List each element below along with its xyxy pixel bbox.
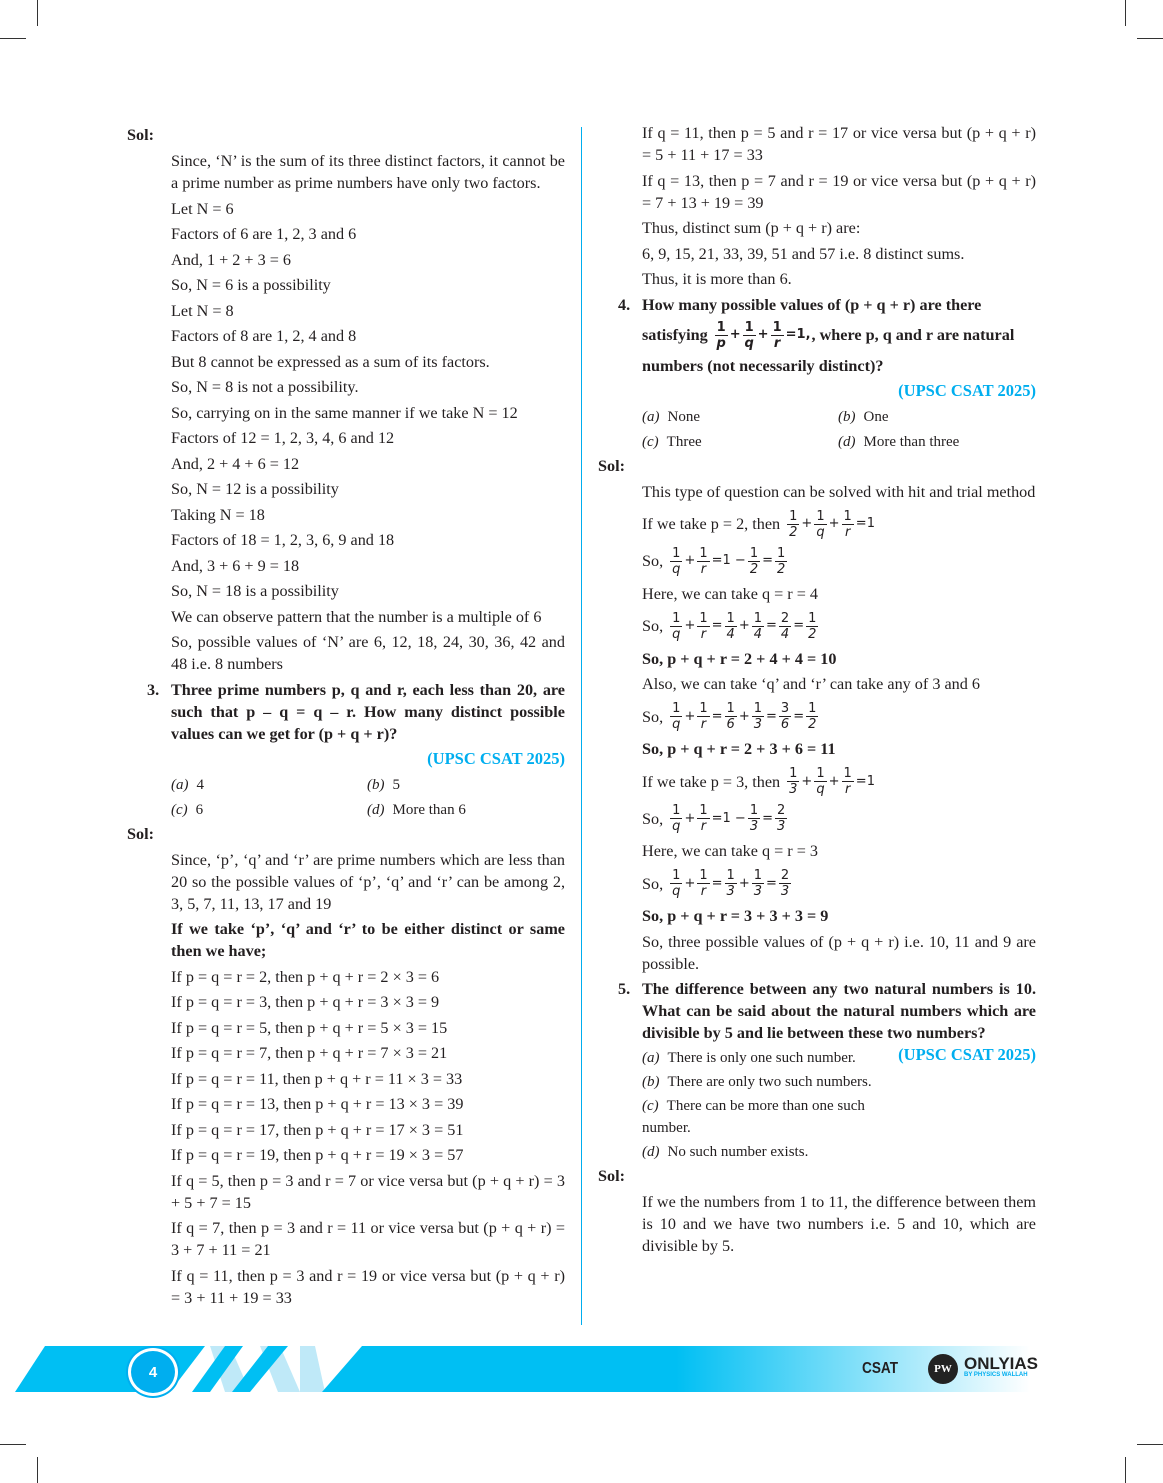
numerator: 1 [672, 701, 681, 716]
fraction [775, 546, 787, 577]
denominator: 2 [777, 561, 786, 577]
option-b [367, 774, 563, 796]
fraction [771, 320, 784, 351]
denominator: 3 [789, 782, 798, 797]
crop-mark [0, 38, 26, 39]
numerator: 1 [808, 701, 817, 716]
numerator: 1 [843, 508, 852, 524]
math-text: =1 − [711, 810, 746, 826]
fraction [842, 766, 854, 797]
option-text: None [667, 408, 700, 425]
fraction [787, 766, 799, 797]
option-letter: (d) [642, 1144, 660, 1160]
crop-mark [1137, 1444, 1163, 1445]
column-divider [581, 127, 582, 1325]
bold-paragraph: So, p + q + r = 2 + 4 + 4 = 10 [642, 649, 837, 668]
fraction [752, 868, 764, 899]
paragraph: And, 2 + 4 + 6 = 12 [171, 454, 300, 473]
crop-mark [37, 1457, 38, 1483]
math-text: = [766, 875, 777, 891]
option-letter: (b) [642, 1074, 660, 1090]
fraction [725, 868, 737, 899]
math-text: =1, [785, 327, 811, 342]
fraction [806, 701, 818, 732]
fraction [779, 868, 791, 899]
question-source: (UPSC CSAT 2025) [898, 1045, 1036, 1064]
denominator: q [672, 717, 681, 732]
fraction [725, 701, 737, 732]
paragraph: If p = q = r = 3, then p + q + r = 3 × 3 = 9 [171, 993, 440, 1011]
fraction [752, 611, 764, 642]
denominator: q [672, 561, 681, 577]
right-column [598, 122, 1036, 1261]
fraction [842, 509, 854, 540]
numerator: 1 [672, 610, 681, 626]
question-source: (UPSC CSAT 2025) [898, 380, 1036, 400]
denominator: 2 [749, 561, 759, 577]
option-a [171, 774, 367, 796]
denominator: q [744, 335, 754, 351]
math-text: + [828, 516, 840, 531]
math-text: =1 [855, 773, 875, 789]
paragraph: Let N = 6 [171, 199, 234, 218]
paragraph: Factors of 6 are 1, 2, 3 and 6 [171, 225, 357, 243]
numerator: 1 [744, 319, 754, 335]
fraction [806, 611, 818, 642]
math-text: satisfying [642, 326, 708, 344]
math-text: + [684, 553, 696, 568]
numerator: 1 [672, 868, 681, 883]
paragraph: So, three possible values of (p + q + r) i.e. 10, 11 and 9 are possible. [642, 932, 1036, 973]
math-text: + [738, 618, 750, 633]
option-letter: (b) [367, 776, 385, 793]
option-c [642, 431, 838, 453]
denominator: r [700, 561, 707, 577]
options [171, 774, 565, 821]
paragraph: And, 3 + 6 + 9 = 18 [171, 556, 300, 575]
math-text: + [738, 708, 750, 724]
paragraph: So, carrying on in the same manner if we take N = 12 [171, 403, 518, 422]
math-text: = [793, 618, 805, 633]
brand-name: ONLYIAS [964, 1354, 1039, 1373]
fraction [697, 546, 709, 577]
math-text: , where p, q and r are natural [811, 326, 1015, 344]
option-b [838, 406, 1034, 428]
math-text: + [729, 327, 741, 342]
option-text: More than 6 [392, 801, 466, 818]
option-letter: (d) [367, 801, 385, 818]
numerator: 1 [716, 319, 726, 335]
denominator: 2 [808, 626, 817, 642]
option-d [838, 431, 1034, 453]
numerator: 2 [780, 610, 790, 626]
denominator: r [700, 717, 707, 732]
option-text: 4 [196, 776, 204, 793]
crop-mark [1125, 0, 1126, 26]
option-b [642, 1071, 898, 1093]
math-text: So, [642, 809, 664, 828]
math-text: So, [642, 617, 664, 635]
numerator: 1 [789, 766, 798, 781]
option-letter: (c) [171, 801, 188, 818]
equation [642, 868, 1036, 899]
math-text: If we take p = 2, then [642, 515, 781, 533]
math-text: + [801, 773, 813, 789]
numerator: 1 [726, 868, 735, 883]
numerator: 1 [777, 545, 786, 561]
paragraph: If q = 11, then p = 3 and r = 19 or vice versa but (p + q + r) = 3 + 11 + 19 = 33 [171, 1266, 565, 1307]
numerator: 1 [699, 701, 708, 716]
option-letter: (a) [171, 776, 189, 793]
numerator: 1 [843, 766, 852, 781]
numerator: 1 [699, 545, 708, 561]
math-text: If we take p = 3, then [642, 772, 781, 791]
option-text: More than three [863, 433, 960, 450]
paragraph: Let N = 8 [171, 301, 234, 320]
numerator: 2 [780, 868, 790, 883]
fraction [697, 701, 709, 732]
numerator: 1 [816, 766, 825, 781]
paragraph: This type of question can be solved with hit and trial method [642, 482, 1036, 501]
paragraph: We can observe pattern that the number is a multiple of 6 [171, 607, 542, 626]
question [642, 355, 1036, 377]
solution-label: Sol: [598, 456, 625, 475]
paragraph: Since, ‘p’, ‘q’ and ‘r’ are prime numbers which are less than 20 so the possible values of ‘p’, ‘q’ and ‘r’ can be among 2, 3, 5, 7, 11, 13, 17 and 19 [171, 850, 565, 913]
denominator: 3 [777, 819, 786, 834]
option-text: There can be more than one such number. [642, 1098, 865, 1136]
math-text: So, [642, 552, 664, 570]
numerator: 2 [777, 803, 786, 818]
question-text: numbers (not necessarily distinct)? [642, 356, 884, 375]
numerator: 1 [726, 610, 735, 626]
numerator: 1 [699, 610, 708, 626]
question-text: Three prime numbers p, q and r, each less than 20, are such that p – q = q – r. How many distinct possible values can we get for (p + q + r)? [171, 680, 565, 743]
equation [642, 701, 1036, 732]
fraction [787, 509, 799, 540]
paragraph: If we the numbers from 1 to 11, the difference between them is 10 and we have two numbers i.e. 5 and 10, which are divisible by 5. [642, 1193, 1036, 1255]
numerator: 1 [772, 319, 782, 335]
math-text: + [738, 875, 750, 891]
option-letter: (b) [838, 408, 856, 425]
fraction [779, 701, 791, 732]
numerator: 1 [672, 545, 681, 561]
fraction [697, 803, 709, 834]
numerator: 1 [753, 701, 762, 716]
math-text: + [684, 810, 696, 826]
denominator: q [672, 819, 681, 834]
fraction [697, 611, 709, 642]
denominator: 3 [780, 884, 790, 899]
denominator: r [700, 884, 707, 899]
section-label: CSAT [862, 1360, 899, 1377]
solution-label: Sol: [127, 824, 154, 843]
fraction [779, 611, 791, 642]
paragraph: Here, we can take q = r = 3 [642, 842, 819, 860]
math-text: =1 [855, 516, 875, 531]
crop-mark [1137, 38, 1163, 39]
numerator: 1 [789, 508, 798, 524]
paragraph: So, N = 18 is a possibility [171, 582, 339, 600]
denominator: 2 [808, 717, 817, 732]
option-letter: (d) [838, 433, 856, 450]
options [642, 1047, 898, 1163]
crop-mark [1125, 1457, 1126, 1483]
option-text: There are only two such numbers. [667, 1074, 872, 1090]
math-text: =1 − [711, 553, 746, 568]
math-text: = [766, 618, 777, 633]
paragraph: Taking N = 18 [171, 505, 265, 524]
paragraph: If p = q = r = 11, then p + q + r = 11 × 3 = 33 [171, 1069, 463, 1088]
option-letter: (c) [642, 1098, 659, 1114]
paragraph: Factors of 12 = 1, 2, 3, 4, 6 and 12 [171, 429, 395, 447]
fraction [748, 803, 760, 834]
option-a [642, 1047, 898, 1069]
math-text: = [762, 553, 774, 568]
paragraph: If p = q = r = 7, then p + q + r = 7 × 3 = 21 [171, 1044, 448, 1062]
option-letter: (a) [642, 1050, 660, 1066]
question-math [642, 320, 1036, 351]
fraction [715, 320, 728, 351]
option-letter: (c) [642, 433, 659, 450]
math-text: So, [642, 874, 664, 893]
question-number: 4. [618, 295, 631, 314]
brand-logo [964, 1356, 1038, 1379]
options [642, 406, 1036, 453]
denominator: 3 [726, 884, 735, 899]
fraction [670, 868, 682, 899]
question-text: The difference between any two natural numbers is 10. What can be said about the natural numbers which are divisible by 5 and lie between these two numbers? [642, 980, 1036, 1042]
math-text: + [801, 516, 813, 531]
paragraph: If p = q = r = 2, then p + q + r = 2 × 3 = 6 [171, 967, 440, 986]
numerator: 1 [808, 610, 817, 626]
math-text: + [828, 773, 840, 789]
math-text: = [762, 810, 774, 826]
math-text: = [711, 875, 723, 891]
denominator: q [816, 782, 825, 797]
option-d [642, 1141, 898, 1163]
numerator: 1 [749, 803, 759, 818]
brand-subtitle: BY PHYSICS WALLAH [964, 1372, 1028, 1378]
paragraph: If p = q = r = 17, then p + q + r = 17 × 3 = 51 [171, 1120, 464, 1139]
math-text: + [684, 875, 696, 891]
paragraph: So, possible values of ‘N’ are 6, 12, 18, 24, 30, 36, 42 and 48 i.e. 8 numbers [171, 633, 565, 673]
fraction [670, 611, 682, 642]
option-c [171, 799, 367, 821]
paragraph: If p = q = r = 5, then p + q + r = 5 × 3 = 15 [171, 1018, 448, 1037]
equation [642, 509, 1036, 540]
denominator: r [844, 782, 851, 797]
bold-paragraph: So, p + q + r = 2 + 3 + 6 = 11 [642, 740, 836, 758]
fraction [670, 546, 682, 577]
denominator: 2 [789, 524, 798, 540]
paragraph: If q = 5, then p = 3 and r = 7 or vice versa but (p + q + r) = 3 + 5 + 7 = 15 [171, 1171, 565, 1212]
option-c [642, 1095, 898, 1139]
solution-label: Sol: [598, 1167, 625, 1185]
math-text: = [711, 618, 723, 633]
paragraph: So, N = 8 is not a possibility. [171, 378, 359, 396]
question [618, 294, 1036, 316]
option-text: There is only one such number. [667, 1050, 856, 1066]
left-column [127, 122, 565, 1312]
paragraph: If q = 13, then p = 7 and r = 19 or vice versa but (p + q + r) = 7 + 13 + 19 = 39 [642, 171, 1036, 212]
paragraph: 6, 9, 15, 21, 33, 39, 51 and 57 i.e. 8 distinct sums. [642, 244, 965, 263]
crop-mark [37, 0, 38, 26]
equation [642, 766, 1036, 797]
paragraph: Here, we can take q = r = 4 [642, 584, 819, 603]
option-text: One [863, 408, 889, 425]
numerator: 1 [816, 508, 825, 524]
paragraph: If p = q = r = 13, then p + q + r = 13 × 3 = 39 [171, 1095, 464, 1113]
fraction [670, 701, 682, 732]
question-number: 3. [147, 680, 160, 699]
math-text: = [793, 708, 805, 724]
bold-paragraph: So, p + q + r = 3 + 3 + 3 = 9 [642, 907, 829, 925]
paragraph: Factors of 8 are 1, 2, 4 and 8 [171, 327, 357, 345]
equation [642, 611, 1036, 642]
option-d [367, 799, 563, 821]
denominator: r [700, 819, 707, 834]
denominator: r [773, 335, 781, 351]
option-letter: (a) [642, 408, 660, 425]
denominator: 3 [753, 884, 762, 899]
numerator: 1 [726, 701, 735, 716]
math-text: So, [642, 707, 664, 726]
fraction [697, 868, 709, 899]
fraction [725, 611, 737, 642]
denominator: 4 [753, 626, 762, 642]
denominator: p [716, 335, 726, 351]
fraction [814, 766, 826, 797]
paragraph: So, N = 6 is a possibility [171, 276, 331, 294]
denominator: q [672, 884, 681, 899]
numerator: 3 [780, 701, 790, 716]
numerator: 1 [699, 868, 708, 883]
equation [642, 803, 1036, 834]
paragraph: Also, we can take ‘q’ and ‘r’ can take any of 3 and 6 [642, 675, 980, 693]
paragraph: If q = 11, then p = 5 and r = 17 or vice versa but (p + q + r) = 5 + 11 + 17 = 33 [642, 124, 1036, 164]
math-text: + [684, 618, 696, 633]
denominator: 4 [780, 626, 790, 642]
math-text: + [684, 708, 696, 724]
numerator: 1 [699, 803, 708, 818]
denominator: r [700, 626, 707, 642]
paragraph: Since, ‘N’ is the sum of its three distinct factors, it cannot be a prime number as prime numbers have only two factors. [171, 152, 565, 192]
fraction [752, 701, 764, 732]
math-text: = [711, 708, 723, 724]
paragraph: But 8 cannot be expressed as a sum of its factors. [171, 352, 490, 371]
equation [642, 546, 1036, 577]
question-source: (UPSC CSAT 2025) [427, 748, 565, 768]
fraction [748, 546, 760, 577]
fraction [775, 803, 787, 834]
paragraph: And, 1 + 2 + 3 = 6 [171, 250, 292, 269]
math-text: = [766, 708, 777, 724]
denominator: 4 [726, 626, 735, 642]
fraction [670, 803, 682, 834]
fraction [814, 509, 826, 540]
paragraph: If q = 7, then p = 3 and r = 11 or vice versa but (p + q + r) = 3 + 7 + 11 = 21 [171, 1219, 565, 1259]
page-number: 4 [128, 1348, 178, 1396]
denominator: q [672, 626, 681, 642]
denominator: q [816, 524, 825, 540]
option-a [642, 406, 838, 428]
question [147, 679, 565, 745]
numerator: 1 [672, 803, 681, 818]
fraction [743, 320, 756, 351]
denominator: 6 [726, 717, 735, 732]
option-text: Three [666, 433, 702, 450]
question-text: How many possible values of (p + q + r) are there [642, 295, 982, 314]
option-text: 5 [392, 776, 400, 793]
denominator: 3 [749, 819, 759, 834]
denominator: 3 [753, 717, 762, 732]
math-text: + [757, 327, 769, 342]
paragraph: So, N = 12 is a possibility [171, 480, 339, 498]
question-number: 5. [618, 980, 631, 998]
numerator: 1 [753, 868, 762, 883]
numerator: 1 [749, 545, 759, 561]
option-text: No such number exists. [667, 1144, 809, 1160]
paragraph: Factors of 18 = 1, 2, 3, 6, 9 and 18 [171, 531, 395, 549]
option-text: 6 [195, 801, 204, 818]
bold-paragraph: If we take ‘p’, ‘q’ and ‘r’ to be either distinct or same then we have; [171, 920, 565, 960]
denominator: 6 [780, 717, 790, 732]
denominator: r [844, 524, 851, 540]
paragraph: Thus, distinct sum (p + q + r) are: [642, 219, 861, 237]
numerator: 1 [753, 610, 762, 626]
solution-label: Sol: [127, 126, 154, 144]
crop-mark [0, 1444, 26, 1445]
paragraph: If p = q = r = 19, then p + q + r = 19 × 3 = 57 [171, 1146, 464, 1164]
paragraph: Thus, it is more than 6. [642, 270, 792, 288]
pw-logo: PW [928, 1354, 958, 1384]
